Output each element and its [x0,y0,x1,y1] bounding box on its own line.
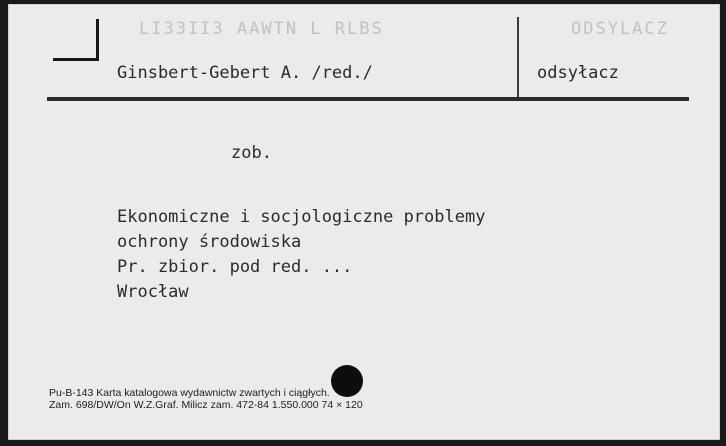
corner-mark [53,19,99,61]
title-line: Wrocław [117,282,189,302]
catalog-card [8,4,720,440]
faded-overprint-right: ODSYLACZ [571,19,669,39]
title-block [117,205,485,305]
horizontal-rule [47,97,689,101]
footer-line-2: Zam. 698/DW/On W.Z.Graf. Milicz zam. 472-84 1.550.000 74 × 120 [49,399,363,411]
faded-overprint-left: LI33II3 AAWTN L RLBS [139,19,384,39]
reference-label: odsyłacz [537,63,619,83]
title-line: ochrony środowiska [117,232,302,252]
vertical-divider [517,17,519,97]
see-reference: zob. [231,143,272,163]
printer-footer [49,387,363,411]
title-line: Ekonomiczne i socjologiczne problemy [117,207,486,227]
author-heading: Ginsbert-Gebert A. /red./ [117,63,373,83]
footer-line-1: Pu-B-143 Karta katalogowa wydawnictw zwartych i ciągłych. [49,387,330,399]
title-line: Pr. zbior. pod red. ... [117,257,353,277]
